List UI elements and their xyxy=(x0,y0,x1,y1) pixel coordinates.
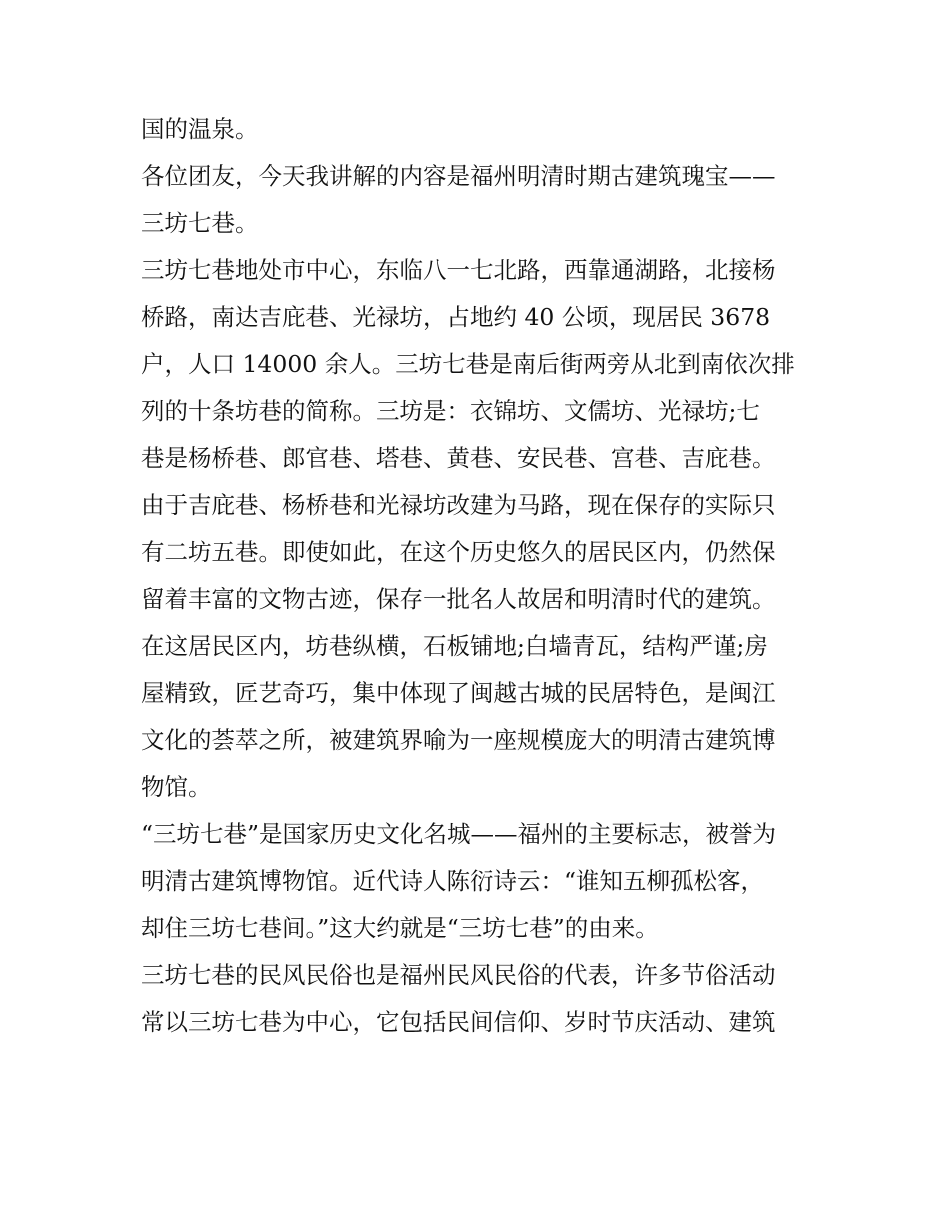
text-line: 各位团友，今天我讲解的内容是福州明清时期古建筑瑰宝—— xyxy=(141,162,776,190)
text-line: 物馆。 xyxy=(141,773,212,801)
text-line: 三坊七巷地处市中心，东临八一七北路，西靠通湖路，北接杨 xyxy=(141,256,776,284)
text-line: “三坊七巷”是国家历史文化名城——福州的主要标志，被誉为 xyxy=(141,820,777,848)
text-line: 常以三坊七巷为中心，它包括民间信仰、岁时节庆活动、建筑 xyxy=(141,1008,776,1036)
text-line: 明清古建筑博物馆。近代诗人陈衍诗云：“谁知五柳孤松客， xyxy=(141,867,765,895)
text-line: 桥路，南达吉庇巷、光禄坊，占地约 40 公顷，现居民 3678 xyxy=(141,303,771,331)
text-line: 有二坊五巷。即使如此，在这个历史悠久的居民区内，仍然保 xyxy=(141,538,776,566)
text-line: 三坊七巷。 xyxy=(141,209,259,237)
text-line: 户，人口 14000 余人。三坊七巷是南后街两旁从北到南依次排 xyxy=(141,350,795,378)
text-line: 巷是杨桥巷、郎官巷、塔巷、黄巷、安民巷、宫巷、吉庇巷。 xyxy=(141,444,776,472)
text-line: 屋精致，匠艺奇巧，集中体现了闽越古城的民居特色，是闽江 xyxy=(141,679,776,707)
text-line: 文化的荟萃之所，被建筑界喻为一座规模庞大的明清古建筑博 xyxy=(141,726,776,754)
text-line: 由于吉庇巷、杨桥巷和光禄坊改建为马路，现在保存的实际只 xyxy=(141,491,776,519)
text-line: 国的温泉。 xyxy=(141,115,259,143)
text-line: 却住三坊七巷间。”这大约就是“三坊七巷”的由来。 xyxy=(141,914,659,942)
text-line: 在这居民区内，坊巷纵横，石板铺地;白墙青瓦，结构严谨;房 xyxy=(141,632,768,660)
text-line: 三坊七巷的民风民俗也是福州民风民俗的代表，许多节俗活动 xyxy=(141,961,776,989)
text-line: 列的十条坊巷的简称。三坊是：衣锦坊、文儒坊、光禄坊;七 xyxy=(141,397,760,425)
text-line: 留着丰富的文物古迹，保存一批名人故居和明清时代的建筑。 xyxy=(141,585,776,613)
body-text xyxy=(141,106,821,1046)
